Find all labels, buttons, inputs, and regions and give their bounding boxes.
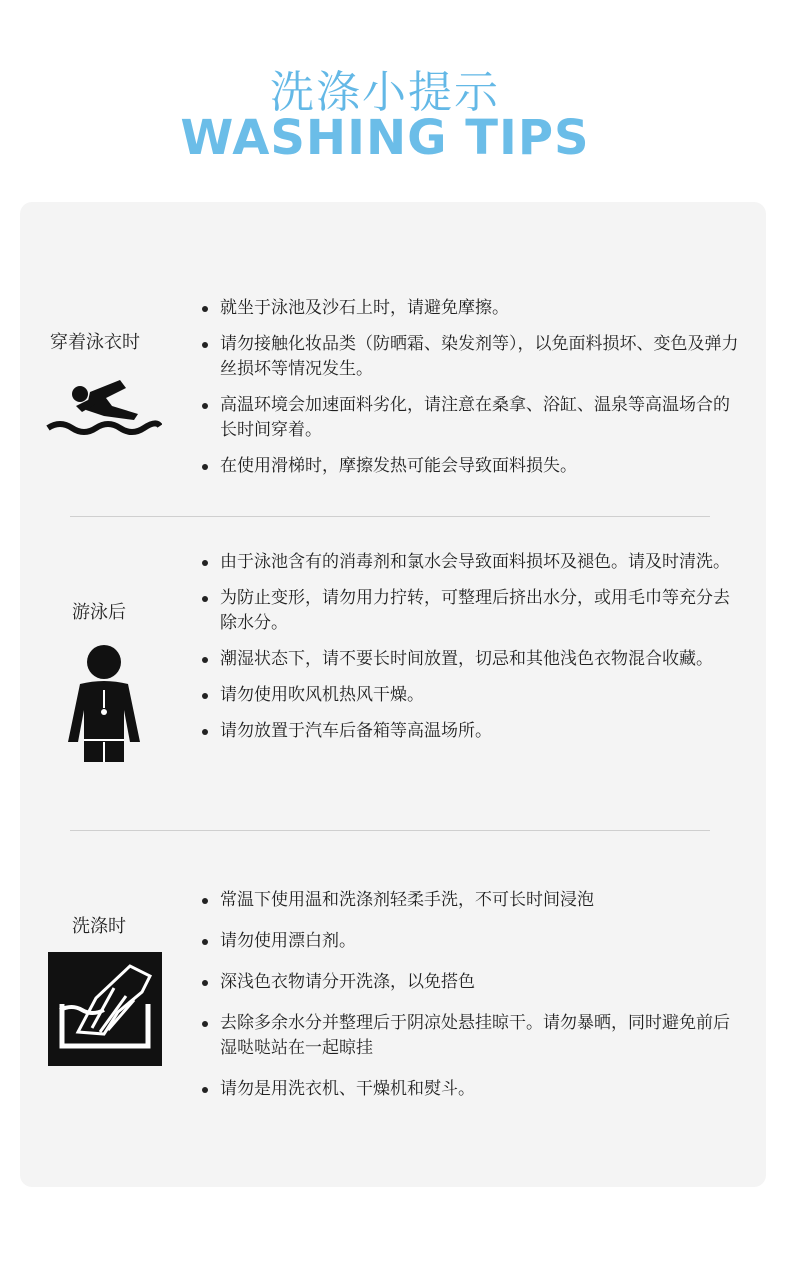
tips-list — [200, 550, 745, 755]
list-item: 去除多余水分并整理后于阴凉处悬挂晾干。请勿暴晒，同时避免前后湿哒哒站在一起晾挂 — [200, 1011, 745, 1061]
list-item: 请勿使用吹风机热风干燥。 — [200, 683, 745, 708]
section-label: 洗涤时 — [72, 916, 126, 937]
list-item: 在使用滑梯时，摩擦发热可能会导致面料损失。 — [200, 454, 745, 479]
list-item: 请勿放置于汽车后备箱等高温场所。 — [200, 719, 745, 744]
list-item: 就坐于泳池及沙石上时，请避免摩擦。 — [200, 296, 745, 321]
person-icon — [66, 644, 142, 766]
list-item: 请勿接触化妆品类（防晒霜、染发剂等），以免面料损坏、变色及弹力丝损坏等情况发生。 — [200, 332, 745, 382]
divider — [70, 516, 710, 517]
divider — [70, 830, 710, 831]
list-item: 高温环境会加速面料劣化，请注意在桑拿、浴缸、温泉等高温场合的长时间穿着。 — [200, 393, 745, 443]
swimmer-icon — [46, 376, 162, 450]
list-item: 深浅色衣物请分开洗涤，以免搭色 — [200, 970, 745, 995]
list-item: 常温下使用温和洗涤剂轻柔手洗，不可长时间浸泡 — [200, 888, 745, 913]
tips-list — [200, 888, 745, 1113]
tips-list — [200, 296, 745, 490]
section-label: 穿着泳衣时 — [50, 332, 140, 353]
tips-card — [20, 202, 766, 1187]
page-title: 洗涤小提示 — [270, 67, 500, 118]
list-item: 请勿是用洗衣机、干燥机和熨斗。 — [200, 1077, 745, 1102]
list-item: 为防止变形，请勿用力拧转，可整理后挤出水分，或用毛巾等充分去除水分。 — [200, 586, 745, 636]
list-item: 潮湿状态下，请不要长时间放置，切忌和其他浅色衣物混合收藏。 — [200, 647, 745, 672]
page-subtitle: WASHING TIPS — [180, 110, 590, 166]
section-label: 游泳后 — [72, 602, 126, 623]
hand-wash-icon — [48, 952, 162, 1070]
list-item: 请勿使用漂白剂。 — [200, 929, 745, 954]
list-item: 由于泳池含有的消毒剂和氯水会导致面料损坏及褪色。请及时清洗。 — [200, 550, 745, 575]
